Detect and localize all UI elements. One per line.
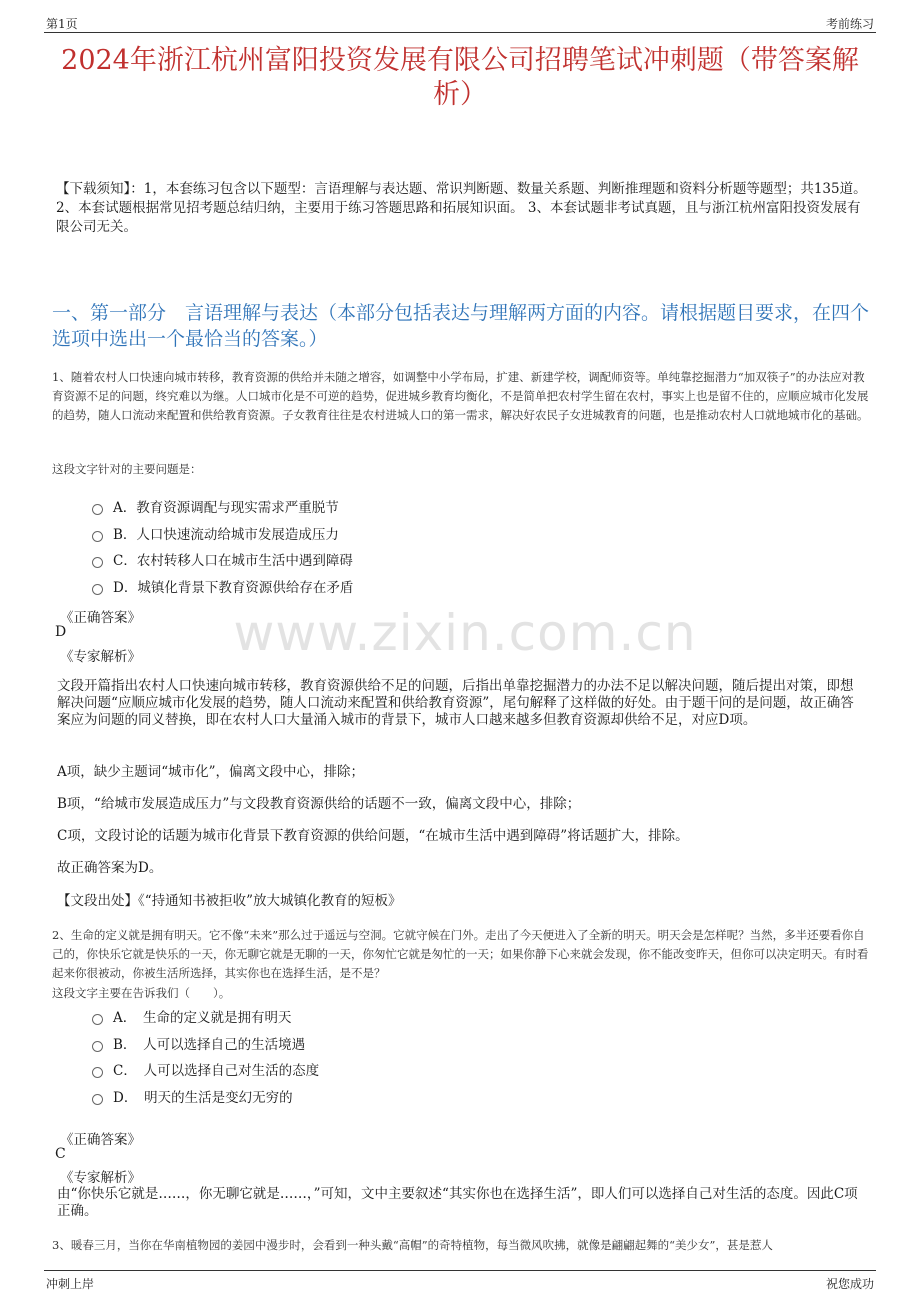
q1-analysis-conclusion: 故正确答案为D。 bbox=[57, 860, 163, 876]
q2-option-d[interactable]: D． 明天的生活是变幻无穷的 bbox=[92, 1086, 860, 1113]
q1-analysis-label: 《专家解析》 bbox=[60, 649, 141, 665]
footer-right: 祝您成功 bbox=[825, 1277, 874, 1291]
document-title: 2024年浙江杭州富阳投资发展有限公司招聘笔试冲刺题（带答案解析） bbox=[61, 45, 859, 110]
q2-option-b[interactable]: B． 人可以选择自己的生活境遇 bbox=[92, 1033, 860, 1060]
radio-icon[interactable] bbox=[92, 557, 103, 568]
page-header bbox=[44, 12, 876, 33]
q3-stem: 3、暖春三月，当你在华南植物园的姜园中漫步时，会看到一种头戴“高帽”的奇特植物，每当微风吹拂，就像是翩翩起舞的“美少女”，甚是惹人 bbox=[52, 1238, 773, 1252]
q1-option-a[interactable]: A．教育资源调配与现实需求严重脱节 bbox=[92, 496, 860, 523]
q2-options bbox=[92, 1006, 860, 1112]
page-number: 第1页 bbox=[46, 17, 78, 31]
q1-option-c[interactable]: C．农村转移人口在城市生活中遇到障碍 bbox=[92, 549, 860, 576]
radio-icon[interactable] bbox=[92, 1094, 103, 1105]
q1-analysis-a: A项，缺少主题词“城市化”，偏离文段中心，排除； bbox=[57, 764, 365, 780]
q1-analysis-b: B项，“给城市发展造成压力”与文段教育资源供给的话题不一致，偏离文段中心，排除； bbox=[57, 796, 581, 812]
radio-icon[interactable] bbox=[92, 1067, 103, 1078]
page-footer bbox=[44, 1270, 876, 1293]
watermark: www.zixin.com.cn bbox=[233, 604, 697, 662]
footer-left: 冲刺上岸 bbox=[46, 1277, 95, 1291]
q2-option-a[interactable]: A． 生命的定义就是拥有明天 bbox=[92, 1006, 860, 1033]
radio-icon[interactable] bbox=[92, 1014, 103, 1025]
q2-analysis: 由“你快乐它就是……，你无聊它就是……，”可知，文中主要叙述“其实你也在选择生活”，即人们可以选择自己对生活的态度。因此C项正确。 bbox=[57, 1186, 858, 1219]
q1-option-d[interactable]: D．城镇化背景下教育资源供给存在矛盾 bbox=[92, 576, 860, 603]
q2-analysis-label: 《专家解析》 bbox=[60, 1170, 141, 1186]
q2-answer: C bbox=[55, 1146, 66, 1162]
radio-icon[interactable] bbox=[92, 531, 103, 542]
radio-icon[interactable] bbox=[92, 1041, 103, 1052]
q2-question: 这段文字主要在告诉我们（ ）。 bbox=[52, 986, 231, 1000]
q2-stem: 2、生命的定义就是拥有明天。它不像“未来”那么过于遥远与空洞。它就守候在门外。走出了今天便进入了全新的明天。明天会是怎样呢？当然，多半还要看你自己的，你快乐它就是快乐的一天，你无聊它就是无聊的一天，你匆忙它就是匆忙的一天；如果你静下心来就会发现，你不能改变昨天，但你可以决定明天。有时看起来你很被动，你被生活所选择，其实你也在选择生活，是不是？ bbox=[52, 928, 869, 980]
radio-icon[interactable] bbox=[92, 584, 103, 595]
q1-answer: D bbox=[55, 624, 67, 640]
q1-options bbox=[92, 496, 860, 602]
header-tag: 考前练习 bbox=[825, 17, 874, 31]
q2-option-c[interactable]: C． 人可以选择自己对生活的态度 bbox=[92, 1059, 860, 1086]
download-notice: 【下载须知】：1，本套练习包含以下题型：言语理解与表达题、常识判断题、数量关系题、判断推理题和资料分析题等题型；共135道。 2、本套试题根据常见招考题总结归纳，主要用于练习答题思路和拓展知识面。 3、本套试题非考试真题，且与浙江杭州富阳投资发展有限公司无关。 bbox=[56, 181, 867, 235]
q1-analysis-c: C项，文段讨论的话题为城市化背景下教育资源的供给问题，“在城市生活中遇到障碍”将话题扩大，排除。 bbox=[57, 828, 689, 844]
q1-stem: 1、随着农村人口快速向城市转移，教育资源的供给并未随之增容，如调整中小学布局，扩建、新建学校，调配师资等。单纯靠挖掘潜力“加双筷子”的办法应对教育资源不足的问题，终究难以为继。人口城市化是不可逆的趋势，促进城乡教育均衡化，不是简单把农村学生留在农村，事实上也是留不住的，应顺应城市化发展的趋势，随人口流动来配置和供给教育资源。子女教育往往是农村进城人口的第一需求，解决好农民子女进城教育的问题，也是推动农村人口就地城市化的基础。 bbox=[52, 370, 869, 422]
q1-source: 【文段出处】《“持通知书被拒收”放大城镇化教育的短板》 bbox=[57, 893, 402, 909]
q1-answer-label: 《正确答案》 bbox=[60, 610, 141, 626]
q2-answer-label: 《正确答案》 bbox=[60, 1132, 141, 1148]
q1-analysis-main: 文段开篇指出农村人口快速向城市转移，教育资源供给不足的问题，后指出单靠挖掘潜力的办法不足以解决问题，随后提出对策，即想解决问题“应顺应城市化发展的趋势，随人口流动来配置和供给教育资源”，尾句解释了这样做的好处。由于题干问的是问题，故正确答案应为问题的同义替换，即在农村人口大量涌入城市的背景下，城市人口越来越多但教育资源却供给不足，对应D项。 bbox=[57, 678, 854, 728]
q1-option-b[interactable]: B．人口快速流动给城市发展造成压力 bbox=[92, 523, 860, 550]
section-heading: 一、第一部分 言语理解与表达（本部分包括表达与理解两方面的内容。请根据题目要求，在四个选项中选出一个最恰当的答案。） bbox=[52, 302, 870, 350]
radio-icon[interactable] bbox=[92, 504, 103, 515]
q1-question: 这段文字针对的主要问题是： bbox=[52, 462, 202, 476]
